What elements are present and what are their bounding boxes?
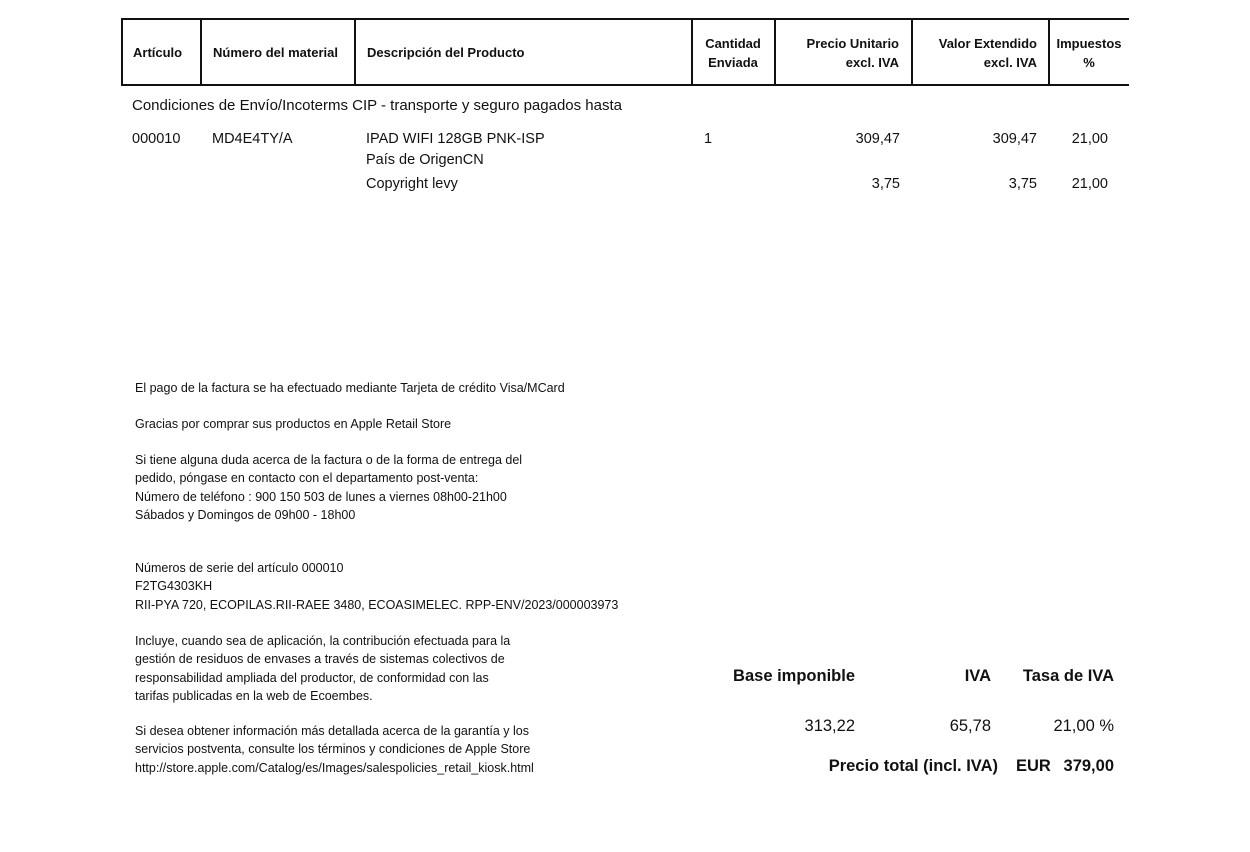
levy-unit-price: 3,75 — [871, 176, 900, 192]
table-header-bottom-border — [121, 84, 1129, 86]
header-extended-value: Valor Extendido excl. IVA — [938, 36, 1037, 70]
header-item: Artículo — [133, 45, 183, 60]
line-qty: 1 — [704, 131, 713, 147]
thanks-note: Gracias por comprar sus productos en Apple Retail Store — [135, 417, 452, 431]
iva-label: IVA — [964, 667, 991, 685]
contact-note: Si tiene alguna duda acerca de la factura o de la forma de entrega del pedido, póngase en contacto con el departamento post-venta: Número de teléfono : 900 150 503 de lunes a viernes 08h00-21h00 Sábados y Domingos de 09h00 - 18h00 — [135, 453, 523, 522]
column-divider — [911, 19, 913, 84]
payment-note: El pago de la factura se ha efectuado mediante Tarjeta de crédito Visa/MCard — [135, 381, 565, 395]
iva-value: 65,78 — [949, 717, 991, 735]
ecoembes-note: Incluye, cuando sea de aplicación, la contribución efectuada para la gestión de residuos de envases a través de sistemas colectivos de responsabilidad ampliada del productor, de conformidad con las tarifas publicadas en la web de Ecoembes. — [135, 634, 511, 703]
header-tax: Impuestos % — [1056, 36, 1122, 70]
levy-tax: 21,00 — [1071, 176, 1108, 192]
column-divider — [1048, 19, 1050, 84]
column-divider — [774, 19, 776, 84]
column-divider — [121, 19, 123, 84]
header-qty: Cantidad Enviada — [705, 36, 761, 70]
header-description: Descripción del Producto — [367, 45, 525, 60]
serials-note: Números de serie del artículo 000010 F2TG4303KH RII-PYA 720, ECOPILAS.RII-RAEE 3480, ECOASIMELEC. RPP-ENV/2023/000003973 — [135, 561, 619, 612]
base-value: 313,22 — [804, 717, 855, 735]
line-tax: 21,00 — [1071, 131, 1108, 147]
levy-extended-value: 3,75 — [1008, 176, 1037, 192]
line-item-number: 000010 — [132, 131, 181, 147]
line-unit-price: 309,47 — [855, 131, 900, 147]
table-header-top-border — [121, 18, 1129, 20]
rate-label: Tasa de IVA — [1022, 667, 1114, 685]
header-unit-price: Precio Unitario excl. IVA — [806, 36, 899, 70]
column-divider — [200, 19, 202, 84]
warranty-link[interactable]: http://store.apple.com/Catalog/es/Images/salespolicies_retail_kiosk.html — [135, 760, 534, 775]
shipping-terms: Condiciones de Envío/Incoterms CIP - transporte y seguro pagados hasta — [132, 97, 622, 114]
column-divider — [354, 19, 356, 84]
total-value: 379,00 — [1063, 757, 1114, 775]
rate-value: 21,00 % — [1053, 717, 1114, 735]
line-extended-value: 309,47 — [992, 131, 1037, 147]
line-material-number: MD4E4TY/A — [212, 131, 293, 147]
total-label: Precio total (incl. IVA) — [828, 757, 998, 775]
line-description: IPAD WIFI 128GB PNK-ISP — [366, 131, 545, 147]
base-label: Base imponible — [733, 667, 855, 685]
currency: EUR — [1016, 757, 1051, 775]
line-origin: País de OrigenCN — [366, 152, 484, 168]
header-material: Número del material — [213, 45, 338, 60]
levy-description: Copyright levy — [366, 176, 458, 192]
column-divider — [691, 19, 693, 84]
warranty-note: Si desea obtener información más detallada acerca de la garantía y los servicios postventa, consulte los términos y condiciones de Apple Store http://store.apple.com/Catalog/es/Images/salespolicies_retail_kiosk.html — [135, 722, 534, 777]
